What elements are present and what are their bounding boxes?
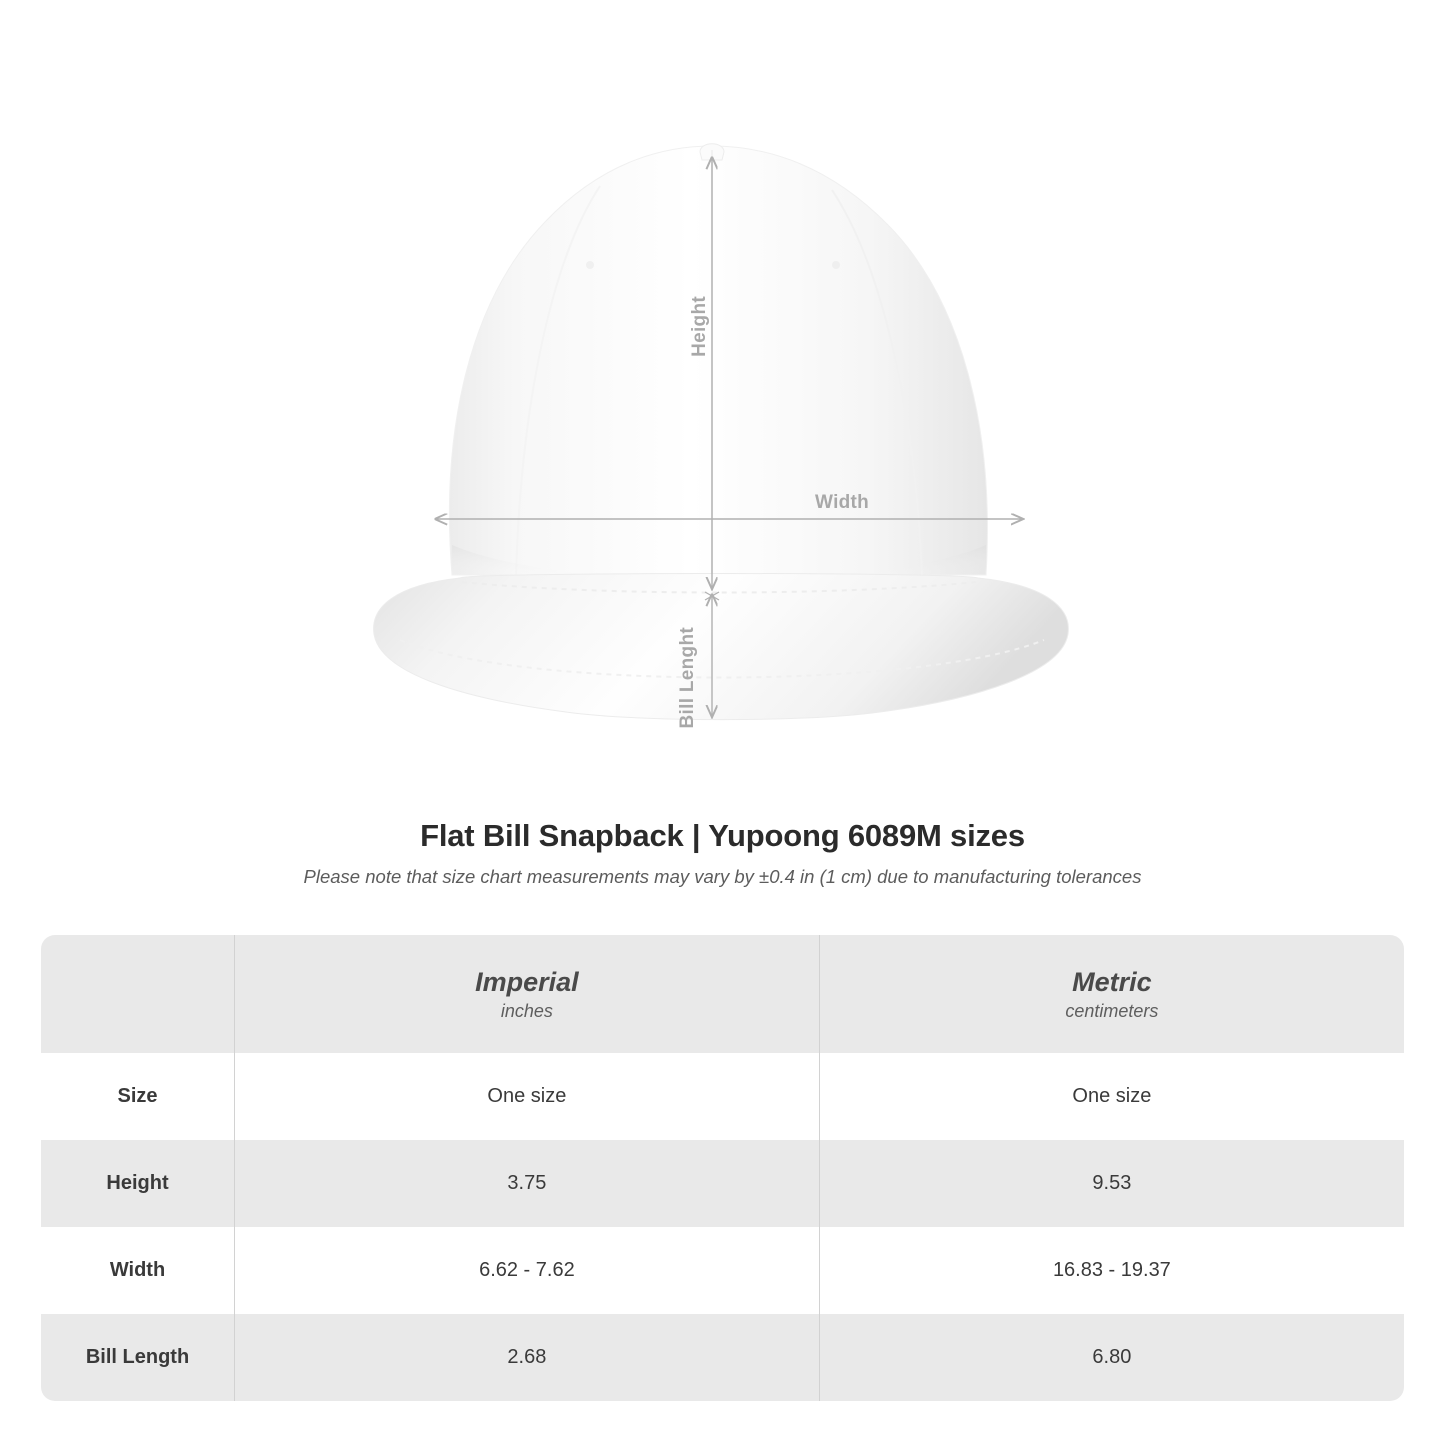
header-cell-blank bbox=[41, 935, 235, 1053]
table-row bbox=[41, 1314, 1404, 1401]
cell-width-metric: 16.83 - 19.37 bbox=[819, 1227, 1404, 1314]
table-header-row bbox=[41, 935, 1404, 1053]
page-title: Flat Bill Snapback | Yupoong 6089M sizes bbox=[420, 818, 1025, 853]
table-row bbox=[41, 1053, 1404, 1140]
height-dimension-label: Height bbox=[689, 296, 710, 357]
bill-length-line-2: Lenght bbox=[677, 627, 698, 693]
row-label-height: Height bbox=[41, 1140, 235, 1227]
bill-length-line-1: Bill bbox=[677, 697, 698, 729]
cell-width-imperial: 6.62 - 7.62 bbox=[235, 1227, 820, 1314]
cell-bill-length-imperial: 2.68 bbox=[235, 1314, 820, 1401]
header-cell-metric bbox=[819, 935, 1404, 1053]
row-label-bill-length: Bill Length bbox=[41, 1314, 235, 1401]
cell-size-metric: One size bbox=[819, 1053, 1404, 1140]
metric-label: Metric bbox=[1072, 966, 1152, 997]
cell-height-imperial: 3.75 bbox=[235, 1140, 820, 1227]
row-label-width: Width bbox=[41, 1227, 235, 1314]
size-chart-table-wrapper bbox=[41, 935, 1404, 1401]
table-row bbox=[41, 1140, 1404, 1227]
metric-unit: centimeters bbox=[1065, 1001, 1159, 1022]
table-row bbox=[41, 1227, 1404, 1314]
bill-length-dimension-label bbox=[678, 627, 699, 728]
imperial-unit: inches bbox=[500, 1001, 553, 1022]
cell-height-metric: 9.53 bbox=[819, 1140, 1404, 1227]
tolerance-note: Please note that size chart measurements may vary by ±0.4 in (1 cm) due to manufacturing tolerances bbox=[303, 866, 1142, 887]
row-label-size: Size bbox=[41, 1053, 235, 1140]
cell-size-imperial: One size bbox=[235, 1053, 820, 1140]
width-dimension-label: Width bbox=[815, 492, 870, 513]
caption-block bbox=[0, 818, 1445, 888]
imperial-label: Imperial bbox=[475, 966, 579, 997]
header-cell-imperial bbox=[235, 935, 820, 1053]
size-chart-table bbox=[41, 935, 1404, 1401]
cell-bill-length-metric: 6.80 bbox=[819, 1314, 1404, 1401]
